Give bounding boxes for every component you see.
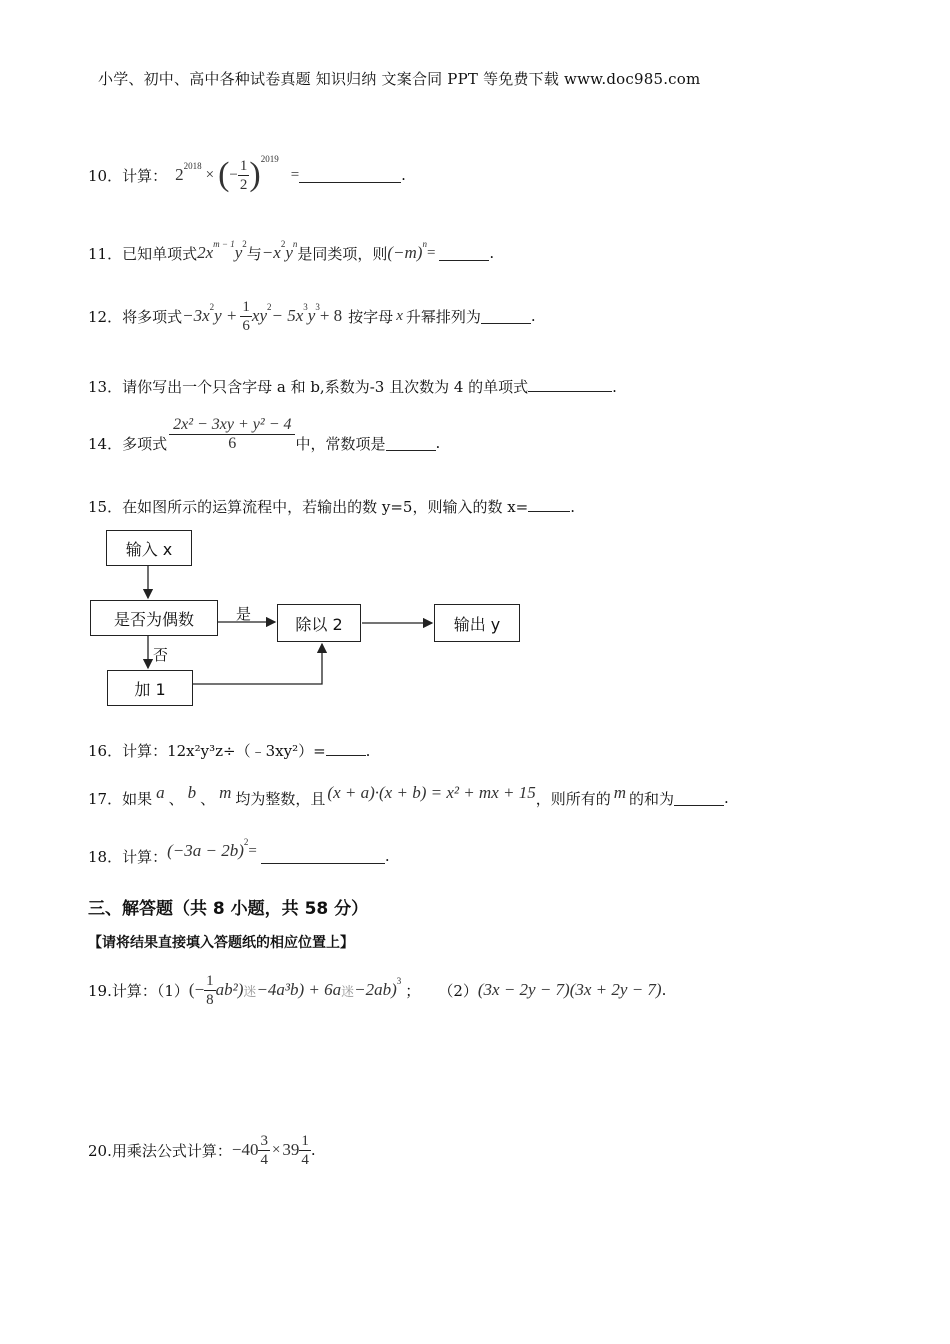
page-header: 小学、初中、高中各种试卷真题 知识归纳 文案合同 PPT 等免费下载 www.doc985.com: [98, 70, 701, 88]
q10-times: ×: [205, 166, 215, 183]
question-19: 19.计算：（1） (− $\frac{1}{8}$ ab²) 迷 −4a³b) + 6a 迷 −2ab) 3 ； （2） (3x − 2y − 7)(3x + 2y − 7) .: [88, 972, 667, 1008]
flow-input-box: 输入 x: [106, 530, 192, 566]
question-16: 16．计算：12x²y³z÷（﹣3xy²）= .: [88, 742, 371, 760]
q10-base: 2: [175, 165, 184, 184]
q18-answer-blank: [261, 849, 385, 864]
q15-answer-blank: [528, 497, 570, 512]
q12-fraction: $\frac{1}{6}$: [242, 298, 250, 334]
flow-add-box: 加 1: [107, 670, 193, 706]
q12-label: 12．将多项式: [88, 307, 183, 326]
question-17: 17．如果 a 、 b 、 m 均为整数，且 (x + a)·(x + b) = x² + mx + 15 ，则所有的 m 的和为 .: [88, 783, 729, 808]
flow-decision-box: 是否为偶数: [90, 600, 218, 636]
q20-fraction-1: $\frac{3}{4}$: [260, 1132, 268, 1168]
q10-answer-blank: [299, 168, 401, 183]
question-12: 12．将多项式 −3x 2 y + $\frac{1}{6}$ xy 2 − 5x 3 y 3 + 8 按字母 x 升幂排列为 .: [88, 298, 536, 334]
q11-answer-blank: [439, 246, 489, 261]
question-20: 20.用乘法公式计算： −40 $\frac{3}{4}$ × 39 $\frac{1}{4}$ .: [88, 1132, 316, 1168]
question-14: 14．多项式 $\frac{\text{2x² − 3xy + y² − 4}}{6}$ 中，常数项是 .: [88, 415, 441, 453]
flow-divide-box: 除以 2: [277, 604, 361, 642]
q19-fraction: $\frac{1}{8}$: [206, 972, 214, 1008]
q13-answer-blank: [528, 377, 612, 392]
q16-answer-blank: [326, 741, 366, 756]
q10-fraction: $\frac{1}{2}$: [239, 157, 248, 193]
q10-equals: =: [290, 166, 300, 183]
q11-label: 11．已知单项式: [88, 244, 198, 263]
section-3-title: 三、解答题（共 8 小题，共 58 分）: [88, 899, 369, 919]
q10-label: 10．计算：: [88, 166, 168, 185]
q14-answer-blank: [386, 436, 436, 451]
section-3-note: 【请将结果直接填入答题纸的相应位置上】: [88, 935, 354, 951]
q14-fraction: $\frac{\text{2x² − 3xy + y² − 4}}{6}$: [169, 416, 295, 453]
flow-output-box: 输出 y: [434, 604, 520, 642]
question-18: 18．计算： (−3a − 2b) 2 = .: [88, 837, 390, 866]
q10-exp1: 2018: [183, 161, 202, 171]
q10-exp2: 2019: [260, 154, 279, 164]
q12-answer-blank: [481, 309, 531, 324]
flow-yes-label: 是: [236, 605, 252, 623]
question-10: 10．计算： 2 2018 × ( − $\frac{1}{2}$ ) 2019 = .: [88, 154, 406, 193]
question-11: 11．已知单项式 2x m − 1 y 2 与 −x 2 y n 是同类项，则 (−m) n = .: [88, 239, 495, 263]
q10-minus: −: [229, 166, 238, 183]
q20-fraction-2: $\frac{1}{4}$: [301, 1132, 309, 1168]
question-13: 13．请你写出一个只含字母 a 和 b,系数为-3 且次数为 4 的单项式 .: [88, 378, 617, 396]
flow-no-label: 否: [153, 646, 169, 664]
question-15: 15．在如图所示的运算流程中，若输出的数 y=5，则输入的数 x= .: [88, 498, 576, 516]
q17-answer-blank: [674, 791, 724, 806]
